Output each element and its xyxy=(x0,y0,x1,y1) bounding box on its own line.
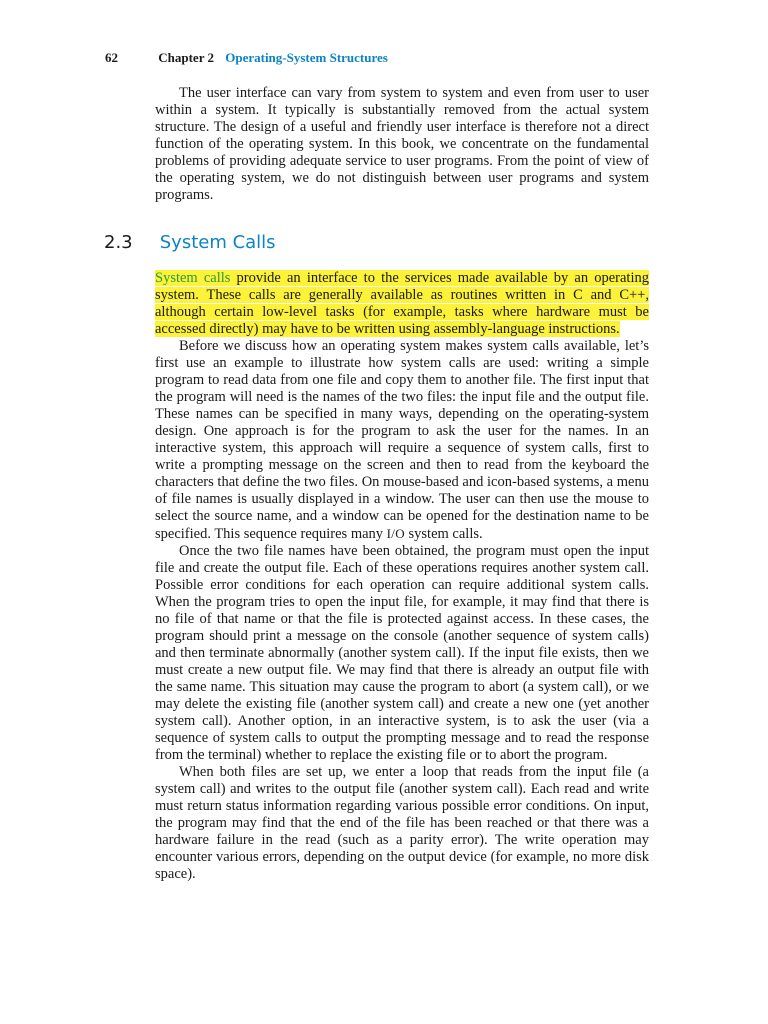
intro-paragraph: The user interface can vary from system to system and even from user to user within a system. It typically is substantially removed from the actual system structure. The design of a useful and friendly user interface is therefore not a direct function of the operating system. In this book, we concentrate on the fundamental problems of providing adequate service to user programs. From the point of view of the operating system, we do not distinguish between user programs and system programs. xyxy=(155,85,649,203)
paragraph-read-write-loop: When both files are set up, we enter a loop that reads from the input file (a system call) and writes to the output file (another system call). Each read and write must return status information regarding various possible error conditions. On input, the program may find that the end of the file has been reached or that there was a hardware failure in the read (such as a parity error). The write operation may encounter various errors, depending on the output device (for example, no more disk space). xyxy=(155,764,649,882)
paragraph-example-intro xyxy=(155,338,649,543)
section-heading xyxy=(104,232,276,253)
definition-paragraph xyxy=(155,270,649,338)
section-body xyxy=(155,270,649,883)
paragraph-text: Before we discuss how an operating system makes system calls available, let’s first use an example to illustrate how system calls are used: writing a simple program to read data from one file and copy them to another file. The first input that the program will need is the names of the two files: the input file and the output file. These names can be specified in many ways, depending on the operating-system design. One approach is for the program to ask the user for the names. In an interactive system, this approach will require a sequence of system calls, first to write a prompting message on the screen and then to read from the keyboard the characters that define the two files. On mouse-based and icon-based systems, a menu of file names is usually displayed in a window. The user can then use the mouse to select the source name, and a window can be opened for the destination name to be specified. This sequence requires many xyxy=(155,338,649,542)
section-number: 2.3 xyxy=(104,232,133,253)
running-header xyxy=(105,50,388,66)
chapter-title: Operating-System Structures xyxy=(225,50,388,65)
io-abbreviation: I/O xyxy=(386,526,405,541)
paragraph-text-end: system calls. xyxy=(404,526,483,542)
section-title: System Calls xyxy=(159,232,276,253)
highlighted-term: System calls xyxy=(155,270,231,286)
paragraph-file-open: Once the two file names have been obtained, the program must open the input file and create the output file. Each of these operations requires another system call. Possible error conditions for each operation can require additional system calls. When the program tries to open the input file, for example, it may find that there is no file of that name or that the file is protected against access. In these cases, the program should print a message on the console (another sequence of system calls) and then terminate abnormally (another system call). If the input file exists, then we must create a new output file. We may find that there is already an output file with the same name. This situation may cause the program to abort (a system call), or we may delete the existing file (another system call) and create a new one (yet another system call). Another option, in an interactive system, is to ask the user (via a sequence of system calls to output the prompting message and to read the response from the terminal) whether to replace the existing file or to abort the program. xyxy=(155,543,649,763)
page-number: 62 xyxy=(105,50,118,65)
chapter-label: Chapter 2 xyxy=(158,50,214,65)
intro-text-block xyxy=(155,85,649,204)
highlighted-definition: provide an interface to the services made available by an operating system. These calls are generally available as routines written in C and C++, although certain low-level tasks (for example, tasks where hardware must be accessed directly) may have to be written using assembly-language instructions. xyxy=(155,270,649,337)
